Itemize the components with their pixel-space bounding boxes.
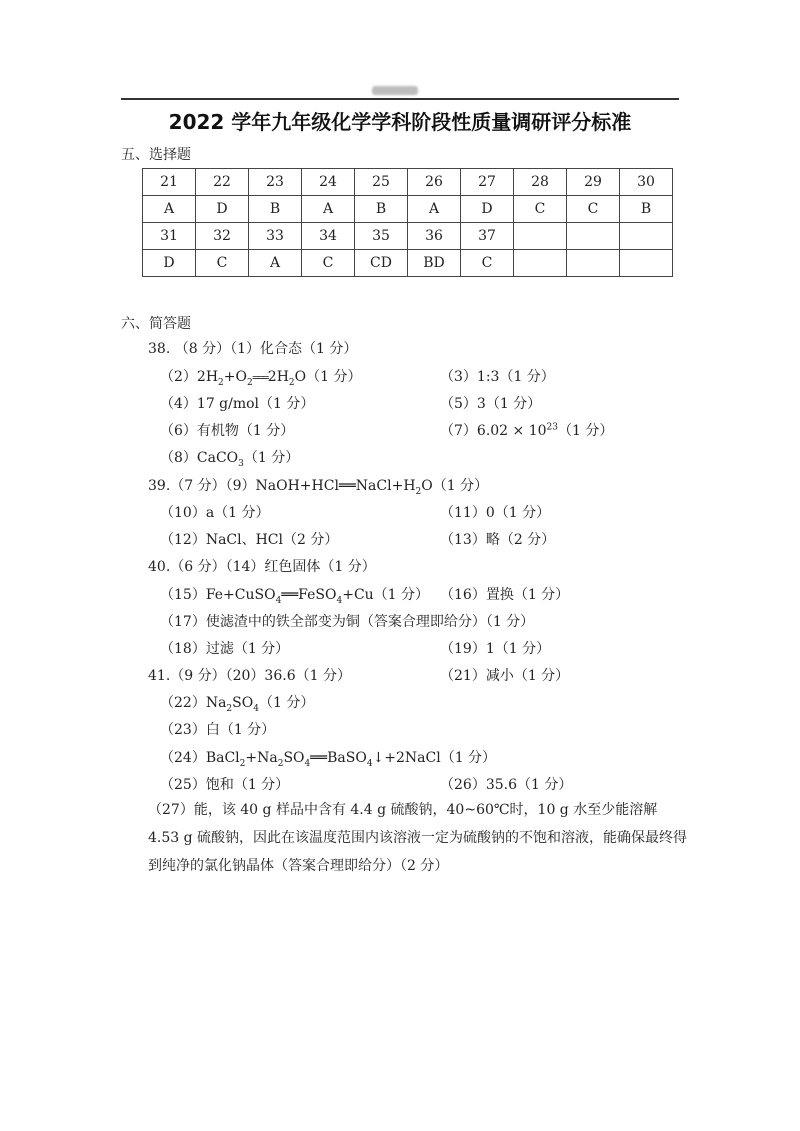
- answer-table-cell: 22: [196, 169, 249, 196]
- q41-item-24: $(24)BaCl_2+Na_2SO_4══BaSO_4↓+2NaCl(1$ 分）: [160, 750, 497, 769]
- answer-table-cell: 28: [514, 169, 567, 196]
- answer-table-cell: D: [461, 196, 514, 223]
- answer-table-row: [143, 169, 673, 196]
- q38-item-6: （6）有机物（1 分）: [160, 423, 295, 439]
- q40-item-17: （17）使滤渣中的铁全部变为铜（答案合理即给分）（1 分）: [160, 614, 535, 630]
- answer-table-cell: 32: [196, 223, 249, 250]
- q41-item-22: $(22)Na_2SO_4(1$ 分）: [160, 695, 315, 714]
- scan-smudge: [372, 86, 418, 95]
- q38-item-8: （8）CaCO$_3$（1 分）: [160, 450, 300, 469]
- section-choice-heading: 五、选择题: [121, 147, 191, 163]
- answer-table-cell: [620, 223, 673, 250]
- q39-item-10: （10）a（1 分）: [160, 505, 270, 521]
- page-title: 2022 学年九年级化学学科阶段性质量调研评分标准: [168, 110, 632, 134]
- q40-item-19: （19）1（1 分）: [440, 641, 551, 657]
- q41-line-1: 41.（9 分）（20）36.6（1 分）: [148, 668, 351, 684]
- answer-table-cell: B: [249, 196, 302, 223]
- answer-table-cell: [567, 250, 620, 277]
- answer-table-cell: A: [143, 196, 196, 223]
- q41-item-27: （27）能，该 40 g 样品中含有 4.4 g 硫酸钠，40~60℃时，10 g 水至少能溶解 4.53 g 硫酸钠，因此在该温度范围内该溶液一定为硫酸钠的不饱和溶液，能确保最终得到纯净的氯化钠晶体（答案合理即给分）（2 分）: [148, 802, 688, 874]
- answer-table-cell: C: [567, 196, 620, 223]
- answer-table-cell: 25: [355, 169, 408, 196]
- q40-item-16: （16）置换（1 分）: [440, 587, 570, 603]
- q38-item-5: （5）3（1 分）: [440, 396, 542, 412]
- q38-item-3: （3）1:3（1 分）: [440, 369, 555, 385]
- q39-line-1: 39.（7 分）$(9)NaOH+HCl══NaCl+H_2O(1$ 分）: [148, 478, 489, 497]
- answer-table-cell: CD: [355, 250, 408, 277]
- answer-table-cell: A: [302, 196, 355, 223]
- answer-table-cell: 27: [461, 169, 514, 196]
- answer-table-cell: [620, 250, 673, 277]
- answer-table-cell: [567, 223, 620, 250]
- answer-table-cell: C: [302, 250, 355, 277]
- q41-item-26: （26）35.6（1 分）: [440, 777, 573, 793]
- answer-table-row: [143, 250, 673, 277]
- answer-table-cell: B: [620, 196, 673, 223]
- q39-item-12: （12）NaCl、HCl（2 分）: [160, 532, 339, 548]
- answer-table: [142, 168, 673, 277]
- answer-table-cell: A: [408, 196, 461, 223]
- section-short-answer-heading: 六、简答题: [121, 316, 191, 332]
- q39-item-11: （11）0（1 分）: [440, 505, 551, 521]
- answer-table-cell: 26: [408, 169, 461, 196]
- answer-table-cell: C: [461, 250, 514, 277]
- header-rule: [121, 98, 679, 100]
- q40-item-18: （18）过滤（1 分）: [160, 641, 290, 657]
- q38-item-4: （4）17 g/mol（1 分）: [160, 396, 315, 412]
- answer-table-row: [143, 196, 673, 223]
- answer-table-cell: C: [196, 250, 249, 277]
- q40-line-1: 40.（6 分）（14）红色固体（1 分）: [148, 559, 376, 575]
- answer-table-cell: 37: [461, 223, 514, 250]
- answer-table-cell: [514, 223, 567, 250]
- answer-table-cell: B: [355, 196, 408, 223]
- answer-table-cell: [514, 250, 567, 277]
- answer-table-cell: 24: [302, 169, 355, 196]
- answer-table-cell: 21: [143, 169, 196, 196]
- answer-table-cell: 36: [408, 223, 461, 250]
- answer-table-cell: 31: [143, 223, 196, 250]
- q38-line-1: 38. （8 分）（1）化合态（1 分）: [148, 341, 358, 357]
- answer-table-cell: BD: [408, 250, 461, 277]
- answer-table-cell: 35: [355, 223, 408, 250]
- answer-table-cell: 30: [620, 169, 673, 196]
- q40-item-15: （15）Fe+CuSO$_4$══FeSO$_4$+Cu（1 分）: [160, 587, 430, 606]
- answer-table-cell: 33: [249, 223, 302, 250]
- answer-table-cell: D: [196, 196, 249, 223]
- answer-table-cell: 23: [249, 169, 302, 196]
- q38-item-2: $(2)2H_2+O_2═══2H_2O(1$ 分）: [160, 369, 362, 388]
- answer-table-row: [143, 223, 673, 250]
- q39-item-13: （13）略（2 分）: [440, 532, 556, 548]
- answer-table-cell: A: [249, 250, 302, 277]
- q41-item-21: （21）减小（1 分）: [440, 668, 570, 684]
- answer-table-cell: C: [514, 196, 567, 223]
- q38-item-7: $(7)6.02 \times 10^{23}(1$ 分）: [440, 422, 614, 439]
- q41-item-25: （25）饱和（1 分）: [160, 777, 290, 793]
- answer-table-cell: D: [143, 250, 196, 277]
- answer-table-cell: 34: [302, 223, 355, 250]
- q41-item-23: （23）白（1 分）: [160, 722, 276, 738]
- answer-table-cell: 29: [567, 169, 620, 196]
